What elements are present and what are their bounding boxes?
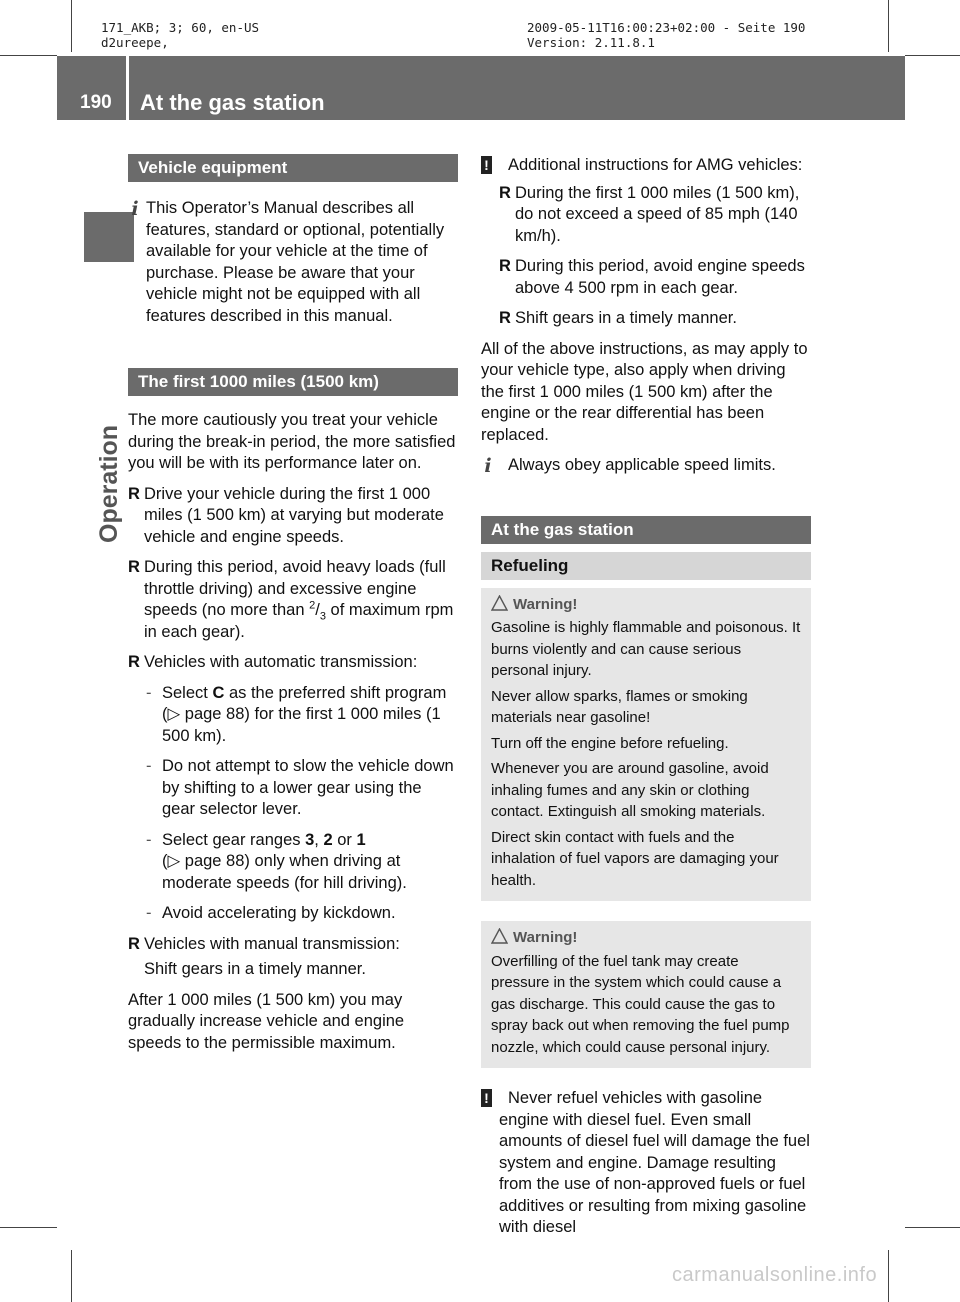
- warning-box-gasoline: [481, 588, 811, 902]
- crop-mark: [905, 1227, 960, 1228]
- info-note-equipment: [128, 198, 458, 327]
- warning-title-text: Warning!: [513, 929, 578, 946]
- bullet-icon: R: [499, 309, 511, 327]
- warning-text: Turn off the engine before refueling.: [491, 734, 729, 752]
- warning-text: Overfilling of the fuel tank may create pressure in the system which could cause a gas discharge. This could cause the gas to spray back out when removing the fuel pump nozzle, which could cause personal injury.: [491, 952, 790, 1056]
- diesel-note-text: Never refuel vehicles with gasoline engine with diesel fuel. Even small amounts of diesel fuel will damage the fuel system and engine. Damage resulting from the use of non-approved fuels or fuel additives or resulting from mixing gasoline with diesel: [499, 1089, 810, 1236]
- list-item: R During this period, avoid heavy loads (full throttle driving) and excessive engine speeds (no more than $^2/_3$ of maximum rpm in each gear).: [128, 558, 454, 641]
- separator-text: ,: [314, 830, 324, 849]
- fraction-numerator: 2: [309, 599, 316, 612]
- sub-list-item: [128, 683, 458, 748]
- sub-list-item: [128, 830, 458, 895]
- sub-list-text: Select gear ranges: [162, 830, 306, 849]
- right-column: [481, 155, 811, 1248]
- exclamation-icon: !: [481, 1089, 492, 1107]
- list-item: [499, 183, 811, 248]
- break-in-intro: The more cautiously you treat your vehicle during the break-in period, the more satisfied you will be with its performance later on.: [128, 411, 456, 472]
- heading-first-1000-miles: The first 1000 miles (1500 km): [128, 368, 458, 396]
- print-meta-left: [101, 20, 259, 50]
- crop-mark: [71, 0, 72, 52]
- print-meta-right-line1: 2009-05-11T16:00:23+02:00 - Seite 190: [527, 20, 806, 35]
- dash-icon: -: [146, 904, 152, 922]
- gear-range-3: 3: [305, 830, 315, 849]
- crop-mark: [71, 1250, 72, 1302]
- list-item-text: of maximum rpm in each gear).: [144, 601, 454, 641]
- dash-icon: -: [146, 830, 152, 849]
- crop-mark: [888, 1250, 889, 1302]
- list-item: [499, 256, 811, 299]
- sub-list-text: Do not attempt to slow the vehicle down by shifting to a lower gear using the gear selector lever.: [162, 757, 454, 818]
- crop-mark: [905, 55, 960, 56]
- print-meta-right: [527, 20, 805, 50]
- gear-range-1: 1: [356, 830, 366, 849]
- list-item-subtext: Shift gears in a timely manner.: [144, 960, 366, 978]
- warning-box-overfilling: [481, 921, 811, 1068]
- bullet-icon: R: [128, 653, 140, 671]
- crop-mark: [0, 1227, 57, 1228]
- warning-text: Direct skin contact with fuels and the inhalation of fuel vapors are damaging your health.: [491, 828, 779, 889]
- diesel-note: [481, 1088, 811, 1239]
- info-icon: i: [131, 198, 139, 220]
- info-text: Always obey applicable speed limits.: [508, 456, 776, 474]
- exclamation-icon: !: [481, 156, 492, 174]
- dash-icon: -: [146, 683, 152, 702]
- bullet-icon: R: [128, 558, 140, 576]
- program-c-label: C: [212, 683, 225, 702]
- left-column: [128, 154, 458, 1063]
- bullet-icon: R: [128, 484, 140, 503]
- heading-at-gas-station: At the gas station: [481, 516, 811, 544]
- print-meta-left-line2: d2ureepe,: [101, 35, 169, 50]
- fraction-denominator: 3: [319, 610, 326, 623]
- info-icon: i: [484, 455, 492, 477]
- list-item-text: Drive your vehicle during the first 1 000 miles (1 500 km) at varying but moderate vehicle and engine speeds.: [144, 484, 444, 546]
- sub-list-text: as the preferred shift program (▷ page 88) for the first 1 000 miles (1 500 km).: [162, 683, 447, 745]
- sub-list-text: Avoid accelerating by kickdown.: [162, 904, 396, 922]
- warning-text: Never allow sparks, flames or smoking materials near gasoline!: [491, 687, 748, 726]
- list-item-text: Vehicles with automatic transmission:: [144, 653, 418, 671]
- list-item: [128, 652, 458, 674]
- print-meta-left-line1: 171_AKB; 3; 60, en-US: [101, 20, 260, 35]
- heading-vehicle-equipment: Vehicle equipment: [128, 154, 458, 182]
- sub-list-text: Select: [162, 683, 213, 702]
- print-meta-right-line2: Version: 2.11.8.1: [527, 35, 655, 50]
- crop-mark: [0, 55, 57, 56]
- sub-list-text: (▷ page 88) only when driving at moderate speeds (for hill driving).: [162, 852, 407, 892]
- list-item-text: During this period, avoid heavy loads (full throttle driving) and excessive engine speeds (no more than: [144, 558, 446, 619]
- warning-title: [491, 594, 801, 616]
- separator-text: or: [332, 830, 357, 849]
- page-number: 190: [80, 92, 112, 113]
- warning-text: Gasoline is highly flammable and poisonous. It burns violently and can cause serious personal injury.: [491, 619, 801, 679]
- list-item: [128, 484, 458, 549]
- list-item: [499, 308, 811, 330]
- after-break-in-text: After 1 000 miles (1 500 km) you may gradually increase vehicle and engine speeds to the permissible maximum.: [128, 990, 405, 1052]
- warning-triangle-icon: [491, 928, 508, 944]
- crop-mark: [888, 0, 889, 52]
- footer-watermark: carmanualsonline.info: [672, 1264, 878, 1286]
- info-note-speed: [481, 455, 811, 477]
- header-divider: [126, 56, 129, 120]
- page-title: At the gas station: [140, 90, 325, 115]
- list-item-text: Vehicles with manual transmission:: [144, 934, 400, 953]
- list-item-text: Shift gears in a timely manner.: [515, 309, 737, 327]
- section-tab: [84, 212, 134, 262]
- sub-list-item: [128, 756, 458, 821]
- dash-icon: -: [146, 757, 152, 775]
- bullet-icon: R: [499, 183, 511, 202]
- warning-title: [491, 927, 801, 949]
- amg-note: [481, 155, 811, 177]
- list-item: [128, 934, 458, 956]
- sub-list-item: [128, 903, 458, 925]
- list-item-text: During this period, avoid engine speeds above 4 500 rpm in each gear.: [515, 257, 805, 297]
- warning-text: Whenever you are around gasoline, avoid inhaling fumes and any skin or clothing contact. Extinguish all smoking materials.: [491, 760, 769, 820]
- bullet-icon: R: [128, 934, 140, 953]
- section-label: Operation: [95, 424, 123, 543]
- list-item-text: During the first 1 000 miles (1 500 km), do not exceed a speed of 85 mph (140 km/h).: [515, 183, 800, 245]
- gear-range-2: 2: [323, 830, 333, 849]
- all-above-text: All of the above instructions, as may apply to your vehicle type, also apply when driving the first 1 000 miles (1 500 km) after the engine or the rear differential has been replaced.: [481, 339, 808, 444]
- amg-note-title: Additional instructions for AMG vehicles:: [508, 156, 803, 174]
- warning-triangle-icon: [491, 595, 508, 611]
- heading-refueling: Refueling: [481, 552, 811, 580]
- bullet-icon: R: [499, 257, 511, 275]
- info-text: This Operator’s Manual describes all features, standard or optional, potentially available for your vehicle at the time of purchase. Please be aware that your vehicle might not be equipped with all features described in this manual.: [146, 199, 445, 325]
- warning-title-text: Warning!: [513, 595, 578, 613]
